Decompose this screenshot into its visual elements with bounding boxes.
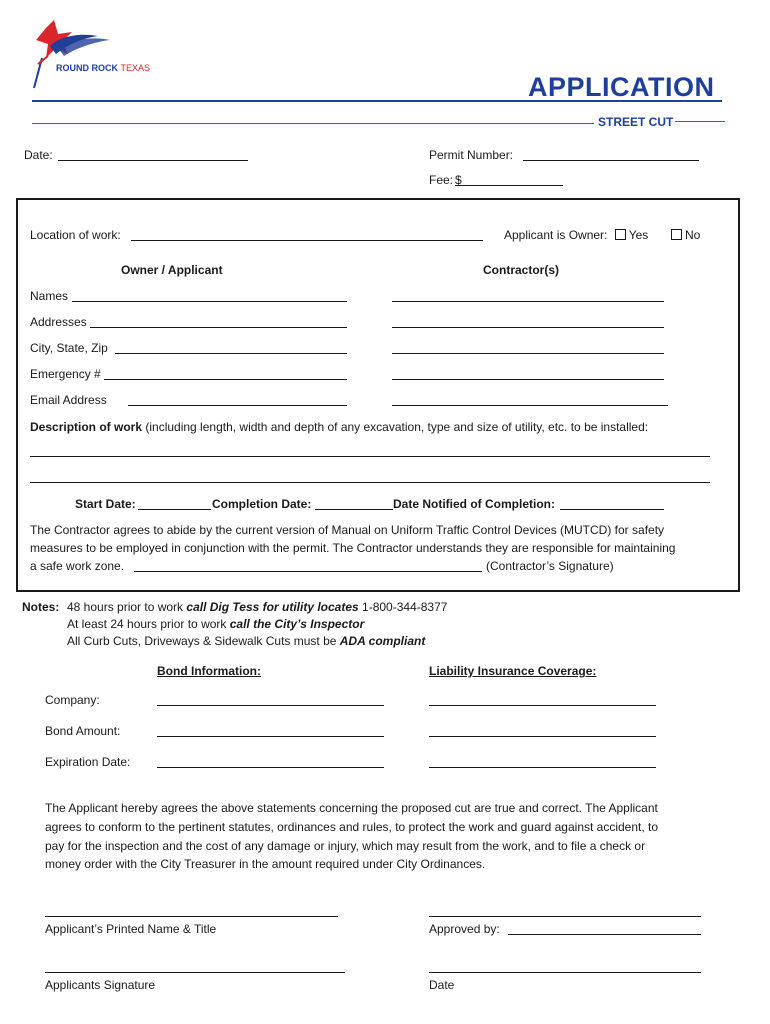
contractor-email-field[interactable] bbox=[392, 405, 668, 406]
description-label bbox=[30, 420, 648, 434]
statement-line-3: pay for the inspection and the cost of any damage or injury, which may result from the work, and to file a check or bbox=[45, 839, 646, 853]
description-line-2[interactable] bbox=[30, 482, 710, 483]
page-subtitle: STREET CUT bbox=[598, 115, 674, 129]
owner-yes-checkbox[interactable] bbox=[615, 229, 626, 240]
owner-question-label: Applicant is Owner: bbox=[504, 228, 608, 242]
owner-email-field[interactable] bbox=[128, 405, 347, 406]
fee-currency: $ bbox=[455, 173, 462, 187]
permit-number-field[interactable] bbox=[523, 160, 699, 161]
location-label: Location of work: bbox=[30, 228, 121, 242]
location-field[interactable] bbox=[131, 240, 483, 241]
description-line-1[interactable] bbox=[30, 456, 710, 457]
contractor-city-state-zip-field[interactable] bbox=[392, 353, 664, 354]
owner-yes-label: Yes bbox=[628, 228, 649, 242]
date-signature-label: Date bbox=[429, 978, 455, 992]
fee-label: Fee: bbox=[429, 173, 454, 187]
statement-line-2: agrees to conform to the pertinent statutes, ordinances and rules, to protect the work and guard against accident, to bbox=[45, 820, 659, 834]
owner-city-state-zip-field[interactable] bbox=[115, 353, 347, 354]
star-swoosh-icon bbox=[28, 18, 158, 90]
logo-text-accent: TEXAS bbox=[120, 63, 151, 73]
statement-line-4: money order with the City Treasurer in the amount required under City Ordinances. bbox=[45, 857, 486, 871]
note-3-emphasis: ADA compliant bbox=[339, 634, 426, 648]
owner-no-label: No bbox=[685, 228, 701, 242]
notes-label: Notes: bbox=[22, 600, 60, 614]
owner-emergency-field[interactable] bbox=[104, 379, 347, 380]
note-1-text: 48 hours prior to work bbox=[67, 600, 184, 614]
note-2-text: At least 24 hours prior to work bbox=[67, 617, 227, 631]
note-2-emphasis: call the City’s Inspector bbox=[229, 617, 365, 631]
applicant-signature-label: Applicants Signature bbox=[45, 978, 156, 992]
contractor-addresses-field[interactable] bbox=[392, 327, 664, 328]
logo-text-main: ROUND ROCK bbox=[56, 63, 118, 73]
bond-company-field[interactable] bbox=[157, 705, 384, 706]
note-3-text: All Curb Cuts, Driveways & Sidewalk Cuts must be bbox=[67, 634, 337, 648]
fee-field[interactable] bbox=[455, 185, 563, 186]
contractor-emergency-field[interactable] bbox=[392, 379, 664, 380]
page-title: APPLICATION bbox=[528, 72, 715, 102]
description-bold: Description of work bbox=[30, 420, 143, 434]
date-signature-field[interactable] bbox=[429, 972, 701, 973]
approved-by-label: Approved by: bbox=[429, 922, 500, 936]
note-1 bbox=[67, 600, 447, 614]
note-1-phone: 1-800-344-8377 bbox=[362, 600, 448, 614]
permit-number-label: Permit Number: bbox=[429, 148, 514, 162]
notified-date-label: Date Notified of Completion: bbox=[393, 497, 555, 511]
bond-information-header: Bond Information: bbox=[157, 664, 261, 678]
notified-date-field[interactable] bbox=[560, 509, 664, 510]
statement-line-1: The Applicant hereby agrees the above statements concerning the proposed cut are true and correct. The Applicant bbox=[45, 801, 658, 815]
start-date-field[interactable] bbox=[138, 509, 211, 510]
applicant-signature-field[interactable] bbox=[45, 972, 345, 973]
city-logo bbox=[28, 18, 158, 90]
email-label: Email Address bbox=[30, 393, 107, 407]
liability-expiration-field[interactable] bbox=[429, 767, 656, 768]
completion-date-field[interactable] bbox=[315, 509, 393, 510]
date-field[interactable] bbox=[58, 160, 248, 161]
header-red-rule-right bbox=[675, 121, 725, 122]
owner-addresses-field[interactable] bbox=[90, 327, 347, 328]
liability-company-field[interactable] bbox=[429, 705, 656, 706]
note-2 bbox=[67, 617, 364, 631]
emergency-label: Emergency # bbox=[30, 367, 101, 381]
start-date-label: Start Date: bbox=[75, 497, 136, 511]
agreement-line-3: a safe work zone. bbox=[30, 559, 125, 573]
owner-names-field[interactable] bbox=[72, 301, 347, 302]
contractor-signature-field[interactable] bbox=[134, 571, 482, 572]
agreement-line-2: measures to be employed in conjunction with the permit. The Contractor understands they are responsible for maintaining bbox=[30, 541, 676, 555]
names-label: Names bbox=[30, 289, 69, 303]
addresses-label: Addresses bbox=[30, 315, 87, 329]
approved-by-field[interactable] bbox=[508, 934, 701, 935]
liability-amount-field[interactable] bbox=[429, 736, 656, 737]
completion-date-label: Completion Date: bbox=[212, 497, 312, 511]
note-3 bbox=[67, 634, 425, 648]
contractor-names-field[interactable] bbox=[392, 301, 664, 302]
owner-question bbox=[504, 228, 700, 242]
bond-expiration-field[interactable] bbox=[157, 767, 384, 768]
company-label: Company: bbox=[45, 693, 100, 707]
agreement-line-1: The Contractor agrees to abide by the current version of Manual on Uniform Traffic Control Devices (MUTCD) for safety bbox=[30, 523, 665, 537]
date-label: Date: bbox=[24, 148, 53, 162]
bond-amount-field[interactable] bbox=[157, 736, 384, 737]
printed-name-label: Applicant’s Printed Name & Title bbox=[45, 922, 217, 936]
contractor-signature-label: (Contractor’s Signature) bbox=[486, 559, 614, 573]
approved-top-line bbox=[429, 916, 701, 917]
owner-no-checkbox[interactable] bbox=[671, 229, 682, 240]
note-1-emphasis: call Dig Tess for utility locates bbox=[186, 600, 359, 614]
expiration-date-label: Expiration Date: bbox=[45, 755, 131, 769]
header-red-rule-left bbox=[32, 123, 594, 124]
description-rest: (including length, width and depth of any excavation, type and size of utility, etc. to be installed: bbox=[145, 420, 649, 434]
bond-amount-label: Bond Amount: bbox=[45, 724, 121, 738]
liability-insurance-header: Liability Insurance Coverage: bbox=[429, 664, 597, 678]
printed-name-field[interactable] bbox=[45, 916, 338, 917]
owner-column-header: Owner / Applicant bbox=[121, 263, 223, 277]
contractor-column-header: Contractor(s) bbox=[483, 263, 560, 277]
city-state-zip-label: City, State, Zip bbox=[30, 341, 108, 355]
